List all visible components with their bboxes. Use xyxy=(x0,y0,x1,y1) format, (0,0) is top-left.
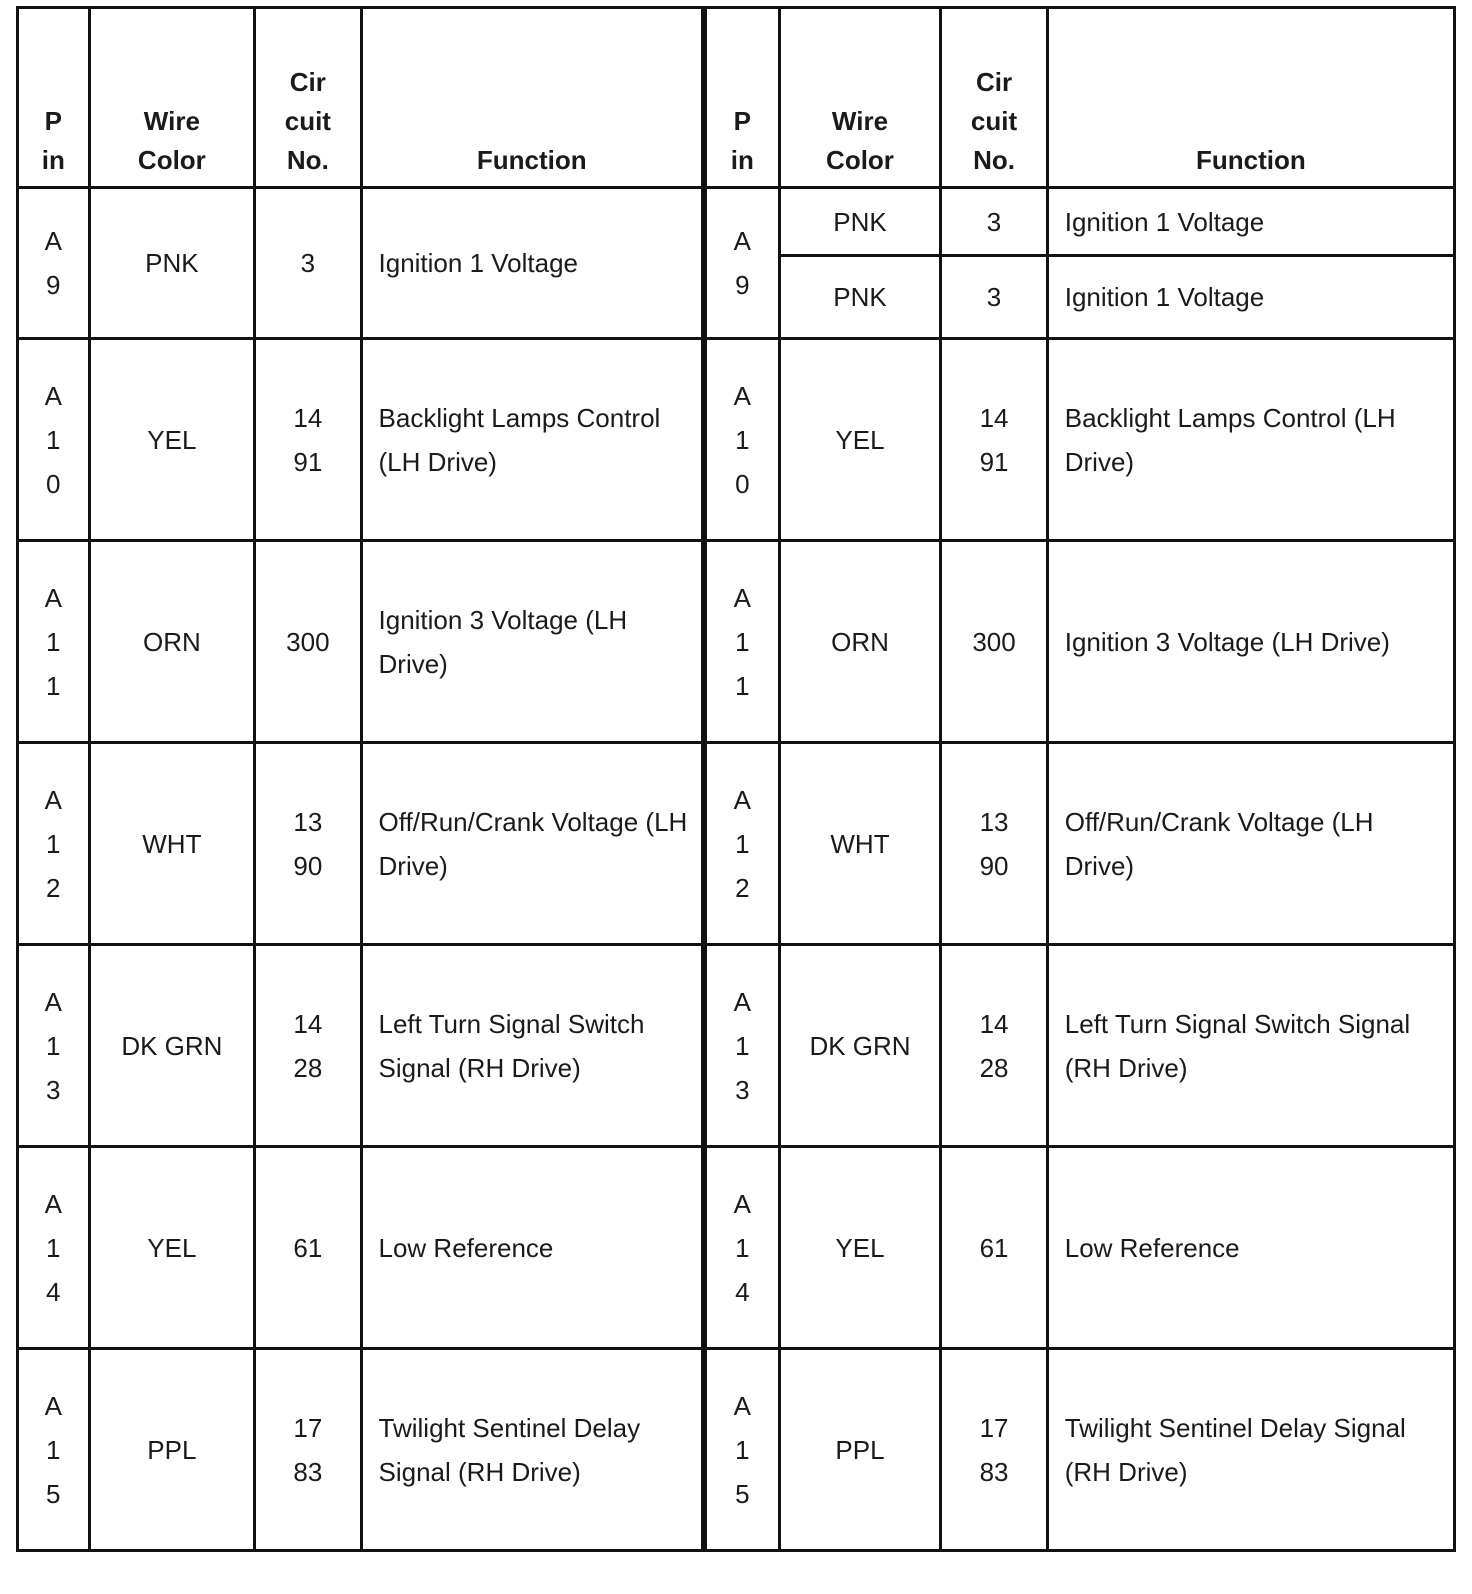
pin-cell: A 1 1 xyxy=(706,541,780,743)
circuit-cell: 3 xyxy=(941,256,1047,339)
function-cell: Ignition 1 Voltage xyxy=(1047,256,1454,339)
wire-color-cell: PNK xyxy=(779,188,941,256)
function-cell: Ignition 3 Voltage (LH Drive) xyxy=(361,541,702,743)
circuit-cell: 61 xyxy=(941,1147,1047,1349)
pin-cell: A 1 4 xyxy=(18,1147,90,1349)
wire-color-cell: PPL xyxy=(779,1349,941,1551)
pin-cell: A 1 2 xyxy=(706,743,780,945)
wire-color-cell: WHT xyxy=(779,743,941,945)
function-cell: Left Turn Signal Switch Signal (RH Drive) xyxy=(361,945,702,1147)
table-row xyxy=(18,1349,703,1551)
circuit-cell: 14 91 xyxy=(255,339,361,541)
wire-color-cell: YEL xyxy=(89,339,255,541)
pin-cell: A 1 0 xyxy=(706,339,780,541)
circuit-cell: 3 xyxy=(941,188,1047,256)
wire-color-cell: YEL xyxy=(779,1147,941,1349)
pin-cell: A 1 4 xyxy=(706,1147,780,1349)
circuit-cell: 300 xyxy=(941,541,1047,743)
circuit-cell: 14 28 xyxy=(941,945,1047,1147)
pin-cell: A 1 5 xyxy=(706,1349,780,1551)
table-row xyxy=(18,945,703,1147)
wire-color-cell: DK GRN xyxy=(779,945,941,1147)
circuit-cell: 14 91 xyxy=(941,339,1047,541)
pin-cell: A 1 1 xyxy=(18,541,90,743)
circuit-no-header: Cir cuit No. xyxy=(255,8,361,188)
table-row xyxy=(706,945,1455,1147)
function-cell: Low Reference xyxy=(361,1147,702,1349)
connector-table-left xyxy=(16,6,704,1552)
table-row xyxy=(706,339,1455,541)
function-cell: Off/Run/Crank Voltage (LH Drive) xyxy=(361,743,702,945)
table-row xyxy=(18,339,703,541)
function-header: Function xyxy=(1047,8,1454,188)
table-row xyxy=(706,1147,1455,1349)
function-cell: Ignition 1 Voltage xyxy=(361,188,702,339)
table-row xyxy=(18,743,703,945)
circuit-cell: 17 83 xyxy=(255,1349,361,1551)
connector-table-right xyxy=(704,6,1456,1552)
circuit-cell: 300 xyxy=(255,541,361,743)
function-cell: Backlight Lamps Control (LH Drive) xyxy=(1047,339,1454,541)
wire-color-cell: PPL xyxy=(89,1349,255,1551)
table-row xyxy=(706,541,1455,743)
table-row xyxy=(706,256,1455,339)
pin-cell: A 1 3 xyxy=(18,945,90,1147)
circuit-cell: 13 90 xyxy=(941,743,1047,945)
pin-cell: A 1 5 xyxy=(18,1349,90,1551)
pin-header: P in xyxy=(18,8,90,188)
table-row xyxy=(706,1349,1455,1551)
wire-color-cell: PNK xyxy=(779,256,941,339)
table-row xyxy=(18,188,703,339)
table-row xyxy=(706,743,1455,945)
function-cell: Left Turn Signal Switch Signal (RH Drive) xyxy=(1047,945,1454,1147)
function-cell: Ignition 1 Voltage xyxy=(1047,188,1454,256)
wire-color-cell: WHT xyxy=(89,743,255,945)
function-cell: Ignition 3 Voltage (LH Drive) xyxy=(1047,541,1454,743)
wire-color-cell: ORN xyxy=(779,541,941,743)
function-cell: Twilight Sentinel Delay Signal (RH Drive) xyxy=(361,1349,702,1551)
header-row xyxy=(706,8,1455,188)
pin-cell: A 1 0 xyxy=(18,339,90,541)
table-row xyxy=(706,188,1455,256)
function-cell: Off/Run/Crank Voltage (LH Drive) xyxy=(1047,743,1454,945)
circuit-cell: 17 83 xyxy=(941,1349,1047,1551)
circuit-cell: 13 90 xyxy=(255,743,361,945)
wire-color-cell: YEL xyxy=(89,1147,255,1349)
table-row xyxy=(18,1147,703,1349)
wire-color-cell: DK GRN xyxy=(89,945,255,1147)
wire-color-header: Wire Color xyxy=(779,8,941,188)
function-cell: Twilight Sentinel Delay Signal (RH Drive) xyxy=(1047,1349,1454,1551)
wire-color-cell: PNK xyxy=(89,188,255,339)
function-cell: Backlight Lamps Control (LH Drive) xyxy=(361,339,702,541)
function-cell: Low Reference xyxy=(1047,1147,1454,1349)
circuit-cell: 61 xyxy=(255,1147,361,1349)
table-row xyxy=(18,541,703,743)
wire-color-cell: ORN xyxy=(89,541,255,743)
pin-cell: A 9 xyxy=(706,188,780,339)
circuit-cell: 14 28 xyxy=(255,945,361,1147)
pin-cell: A 1 3 xyxy=(706,945,780,1147)
header-row xyxy=(18,8,703,188)
wire-color-header: Wire Color xyxy=(89,8,255,188)
pin-header: P in xyxy=(706,8,780,188)
function-header: Function xyxy=(361,8,702,188)
circuit-no-header: Cir cuit No. xyxy=(941,8,1047,188)
pin-cell: A 9 xyxy=(18,188,90,339)
pin-cell: A 1 2 xyxy=(18,743,90,945)
wire-color-cell: YEL xyxy=(779,339,941,541)
circuit-cell: 3 xyxy=(255,188,361,339)
